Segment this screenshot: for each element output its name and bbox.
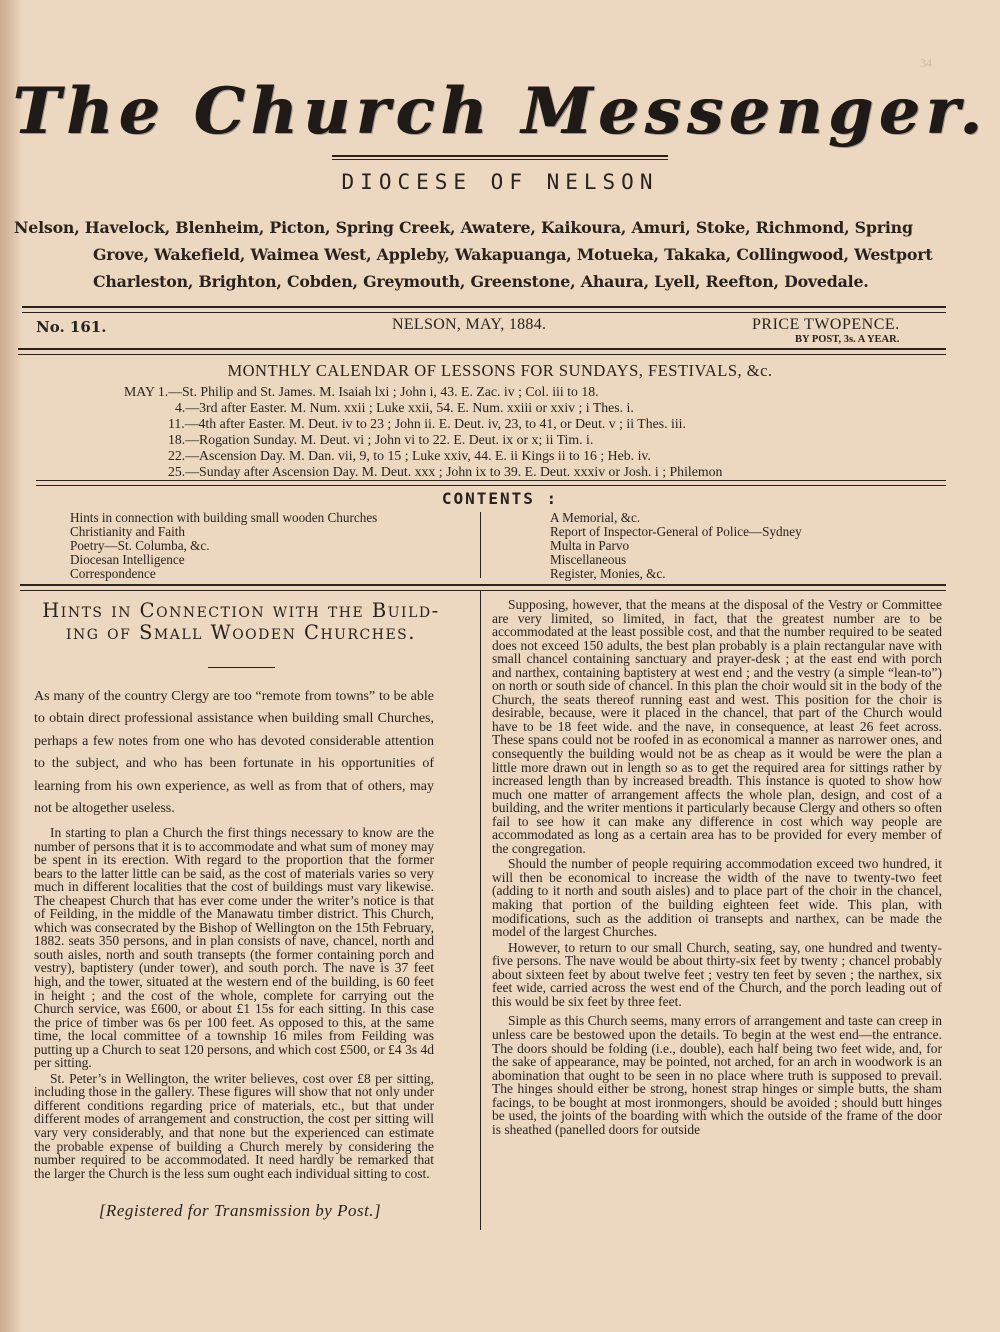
title-rule — [208, 667, 275, 668]
column-divider — [480, 590, 481, 1230]
issue-number: No. 161. — [36, 318, 107, 336]
issue-dateline: NELSON, MAY, 1884. — [392, 316, 547, 333]
contents-divider — [480, 512, 481, 578]
contents-item: Register, Monies, &c. — [550, 566, 666, 581]
section-rule — [20, 584, 946, 591]
article-paragraph: St. Peter’s in Wellington, the writer believes, cost over £8 per sitting, including those in the gallery. These figures will show that not only under different conditions regarding price of materials, etc., but that under different modes of arrangement and construction, the cost per sitting will vary very considerably, and that none but the experienced can estimate the probable expense of building a Church merely by considering the number required to be accommodated. It need hardly be remarked that the larger the Church is the less sum ought each individual sitting to cost. — [34, 1070, 434, 1181]
contents-item: Diocesan Intelligence — [70, 552, 185, 567]
issue-price: PRICE TWOPENCE. — [752, 316, 900, 333]
postal-subscription: BY POST, 3s. A YEAR. — [795, 334, 900, 345]
calendar-entry: MAY 1.—St. Philip and St. James. M. Isaiah lxi ; John i, 43. E. Zac. iv ; Col. iii to 18. — [124, 384, 599, 399]
contents-item: Correspondence — [70, 566, 156, 581]
article-title — [16, 600, 466, 644]
calendar-entry: 18.—Rogation Sunday. M. Deut. vi ; John vi to 22. E. Deut. ix or x; ii Tim. i. — [168, 432, 594, 447]
article-paragraph: Simple as this Church seems, many errors of arrangement and taste can creep in unless care be bestowed upon the details. To begin at the west end—the entrance. The doors should be folding (i.e., double), each half being two feet wide, and, for the sake of appearance, may be pointed, not arched, for an arch in woodwork is an abomination that ought to be seen in no place where truth is supposed to prevail. The hinges should either be strong, honest strap hinges or simple butts, the sham facings, to be bought at most ironmongers, should be avoided ; should butt hinges be used, the joints of the boarding with which the outside of the frame of the door is sheathed (panelled doors for outside — [492, 1013, 942, 1137]
article-intro — [34, 686, 434, 820]
parish-line: Nelson, Havelock, Blenheim, Picton, Spring Creek, Awatere, Kaikoura, Amuri, Stoke, Richmond, Spring — [14, 218, 913, 237]
article-paragraph: Supposing, however, that the means at the disposal of the Vestry or Committee are very limited, so limited, in fact, that the greatest number are to be accommodated at the least possible cost, and that the number required to be seated does not exceed 150 adults, the best plan probably is a plain rectangular nave with small chancel containing sanctuary and prayer-desk ; at the east end with porch and narthex, containing baptistery at west end ; and the vestry (a simple “lean-to”) on north or south side of chancel. In this plan the choir would sit in the body of the Church, the seats thereof running east and west. This position for the choir is desirable, because, were it placed in the chancel, that part of the Church would have to be 18 feet wide. and the nave, in consequence, at least 26 feet across. These spans could not be roofed in as economical a manner as narrower ones, and consequently the building would not be as cheap as it would be were the plan a little more drawn out in length so as to get the required area for sittings rather by increased length than by increased breadth. This instance is quoted to show how much one matter of arrangement affects the whole plan, design, and cost of a building, and the writer mentions it particularly because Clergy and others so often fail to see how it can make any difference in cost which way people are accommodated as long as a certain area has to be provided for every member of the congregation. — [492, 597, 942, 856]
contents-item: Christianity and Faith — [70, 524, 186, 539]
contents-item: Multa in Parvo — [550, 538, 630, 553]
section-rule — [36, 480, 946, 486]
calendar-title: MONTHLY CALENDAR OF LESSONS FOR SUNDAYS, FESTIVALS, &c. — [227, 361, 773, 380]
parish-line: Grove, Wakefield, Waimea West, Appleby, Wakapuanga, Motueka, Takaka, Collingwood, Westport — [93, 245, 933, 264]
article-paragraph: Should the number of people requiring accommodation exceed two hundred, it will then be economical to increase the width of the nave to twenty-two feet (adding to it north and south aisles) and to place part of the choir in the chancel, making that portion of the building eighteen feet wide. This plan, with modifications, such as the addition oi transepts and narthex, can be made the model of the largest Churches. — [492, 856, 942, 940]
article-left-column — [34, 826, 434, 1182]
parish-list — [14, 214, 948, 295]
contents-heading: CONTENTS : — [441, 489, 559, 508]
contents-right-column — [550, 511, 802, 581]
parish-line: Charleston, Brighton, Cobden, Greymouth, Greenstone, Ahaura, Lyell, Reefton, Dovedale. — [93, 272, 869, 291]
masthead-rule — [332, 155, 668, 157]
masthead-title: The Church Messenger. — [12, 74, 988, 149]
calendar-entry: 11.—4th after Easter. M. Deut. iv to 23 ; John ii. E. Deut. iv, 23, to 41, or Deut. v ; ii Thes. iii. — [168, 416, 686, 431]
ghost-page-number: 34 — [920, 56, 932, 70]
article-title-line: ing of Small Wooden Churches. — [66, 621, 416, 644]
calendar-entry: 25.—Sunday after Ascension Day. M. Deut. xxx ; John ix to 39. E. Deut. xxxiv or Josh. i ; Philemon — [168, 464, 723, 479]
article-paragraph: However, to return to our small Church, seating, say, one hundred and twenty-five persons. The nave would be about thirty-six feet by twenty ; chancel probably about sixteen feet by about twelve feet ; vestry ten feet by seven ; the narthex, six feet wide, carried across the west end of the Church, and the porch leading out of this would be six feet by three feet. — [492, 939, 942, 1009]
contents-item: Report of Inspector-General of Police—Sydney — [550, 524, 802, 539]
section-rule — [22, 306, 946, 313]
contents-left-column — [70, 511, 377, 581]
masthead-rule — [332, 159, 668, 160]
contents-item: Miscellaneous — [550, 552, 627, 567]
section-rule — [18, 348, 946, 355]
calendar-entry: 4.—3rd after Easter. M. Num. xxii ; Luke xxii, 54. E. Num. xxiii or xxiv ; i Thes. i. — [175, 400, 634, 415]
calendar-entry: 22.—Ascension Day. M. Dan. vii, 9, to 15 ; Luke xxiv, 44. E. ii Kings ii to 16 ; Heb. iv. — [168, 448, 651, 463]
contents-item: Hints in connection with building small wooden Churches — [70, 510, 378, 525]
postal-registration-notice: [Registered for Transmission by Post.] — [98, 1201, 382, 1220]
contents-item: A Memorial, &c. — [550, 510, 641, 525]
article-paragraph: In starting to plan a Church the first things necessary to know are the number of persons that it is to accommodate and what sum of money may be spent in its erection. With regard to the proportion that the former bears to the latter little can be said, as the cost of materials varies so very much in different localities that the cost of buildings must vary likewise. The cheapest Church that has ever come under the writer’s notice is that of Feilding, in the middle of the Manawatu timber district. This Church, which was consecrated by the Bishop of Wellington on the 15th February, 1882. seats 350 persons, and in plan consists of nave, chancel, north and south aisles, north and south transepts (the former containing porch and vestry), baptistery (under tower), and south porch. The nave is 37 feet high, and the tower, situated at the western end of the building, is 60 feet in height ; and the cost of the whole, complete for carrying out the Church service, was £600, or about £1 15s for each sitting. In this case the price of timber was 6s per 100 feet. As opposed to this, at the same time, the local committee of a township 16 miles from Feilding was putting up a Church to seat 120 persons, and which cost £500, or £4 3s 4d per sitting. — [34, 825, 434, 1071]
intro-paragraph: As many of the country Clergy are too “remote from towns” to be able to obtain direct professional assistance when building small Churches, perhaps a few notes from one who has devoted considerable attention to the subject, and who has been fortunate in his opportunities of learning from his own experience, as well as from that of others, may not be altogether useless. — [34, 689, 434, 817]
article-right-column — [492, 598, 942, 1138]
diocese-heading: DIOCESE OF NELSON — [341, 170, 659, 194]
article-title-line: Hints in Connection with the Build- — [42, 599, 440, 622]
contents-item: Poetry—St. Columba, &c. — [70, 538, 210, 553]
